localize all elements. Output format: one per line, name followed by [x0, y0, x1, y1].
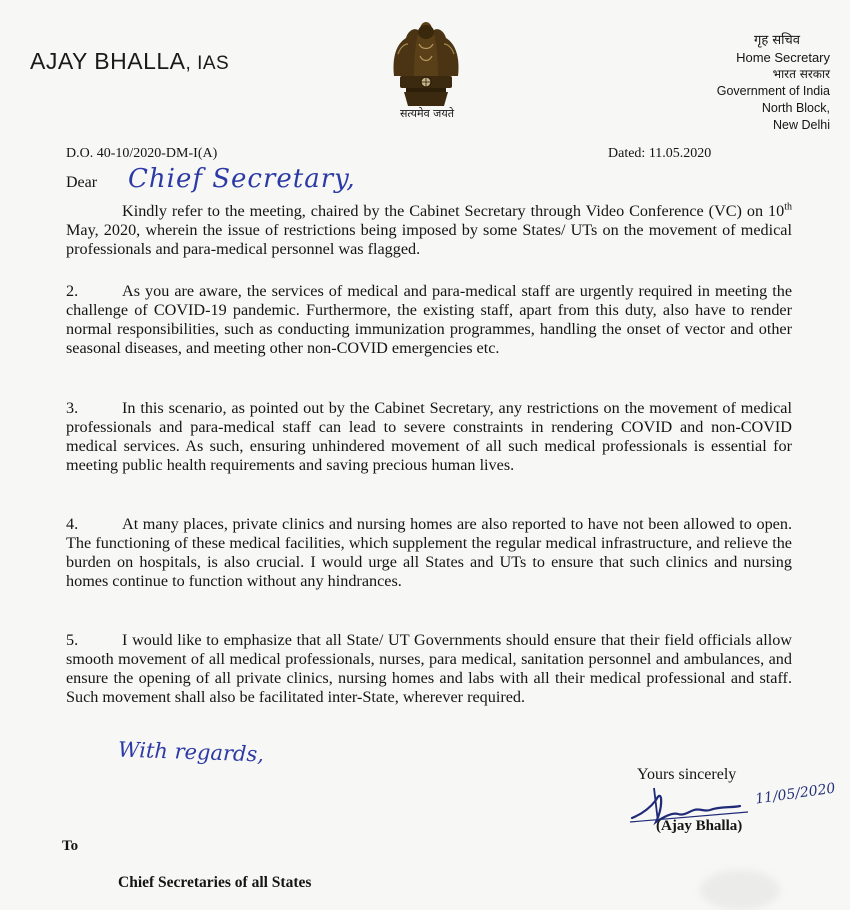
salutation: Dear: [66, 174, 98, 191]
address-line-1: North Block,: [761, 101, 830, 115]
paragraph-4: [66, 515, 792, 591]
paragraph-2-text: As you are aware, the services of medical and para-medical staff are urgently required in meeting the challenge of COVID-19 pandemic. Furthermore, the existing staff, apart from this duty, also have to render normal responsibilities, such as conducting immunization programmes, handling the onset of vector and other seasonal diseases, and meeting other non-COVID emergencies etc.: [66, 282, 792, 358]
paragraph-3-text: In this scenario, as pointed out by the Cabinet Secretary, any restrictions on the movement of medical professionals and para-medical staff can lead to severe constraints in rendering COVID and non-COVID medical services. As such, ensuring unhindered movement of all such medical professionals is essential for meeting public health requirements and saving precious human lives.: [66, 399, 792, 475]
designation: Home Secretary: [736, 50, 830, 65]
govt-name: Government of India: [716, 84, 830, 98]
reference-number: D.O. 40-10/2020-DM-I(A): [66, 146, 218, 161]
paragraph-1-superscript: th: [784, 201, 792, 213]
govt-hindi: भारत सरकार: [772, 67, 830, 81]
paragraph-2-number: 2.: [66, 282, 79, 300]
handwritten-addressee: Chief Secretary,: [128, 164, 356, 194]
sender-name-text: AJAY BHALLA: [30, 48, 186, 74]
state-emblem-icon: [386, 14, 466, 114]
paragraph-5: [66, 631, 792, 707]
sender-designation-block: [670, 32, 830, 134]
scan-smudge: [700, 870, 780, 910]
paragraph-3: [66, 399, 792, 475]
signature-date: 11/05/2020: [754, 780, 837, 808]
address-line-2: New Delhi: [773, 118, 830, 132]
paragraph-1-text-a: Kindly refer to the meeting, chaired by the Cabinet Secretary through Video Conference (VC) on 10: [122, 202, 785, 220]
paragraph-3-number: 3.: [66, 399, 79, 417]
letter-date: Dated: 11.05.2020: [608, 146, 712, 161]
paragraph-4-number: 4.: [66, 515, 79, 533]
paragraph-5-number: 5.: [66, 631, 79, 649]
signatory-name: (Ajay Bhalla): [656, 818, 743, 834]
paragraph-1: [66, 202, 792, 259]
handwritten-regards: With regards,: [117, 737, 265, 767]
designation-hindi: गृह सचिव: [754, 33, 800, 48]
closing-line: Yours sincerely: [637, 766, 737, 783]
emblem-motto: सत्यमेव जयते: [399, 107, 454, 120]
sender-name: [30, 48, 229, 75]
to-label: To: [62, 838, 79, 854]
paragraph-4-text: At many places, private clinics and nursing homes are also reported to have not been allowed to open. The functioning of these medical facilities, which supplement the regular medical infrastructure, and relieve the burden on hospitals, is also crucial. I would urge all States and UTs to ensure that such clinics and nursing homes continue to function without any hindrances.: [66, 515, 792, 591]
recipient: Chief Secretaries of all States: [118, 874, 312, 891]
paragraph-5-text: I would like to emphasize that all State/ UT Governments should ensure that their field officials allow smooth movement of all medical professionals, nurses, para medical, sanitation personnel and ambulances, and ensure the opening of all private clinics, nursing homes and labs with all their medical professional and staff. Such movement shall also be facilitated inter-State, wherever required.: [66, 631, 792, 707]
paragraph-2: [66, 282, 792, 358]
paragraph-1-text-b: May, 2020, wherein the issue of restrictions being imposed by some States/ UTs on the movement of medical professionals and para-medical personnel was flagged.: [66, 221, 792, 259]
sender-suffix: , IAS: [185, 53, 230, 74]
